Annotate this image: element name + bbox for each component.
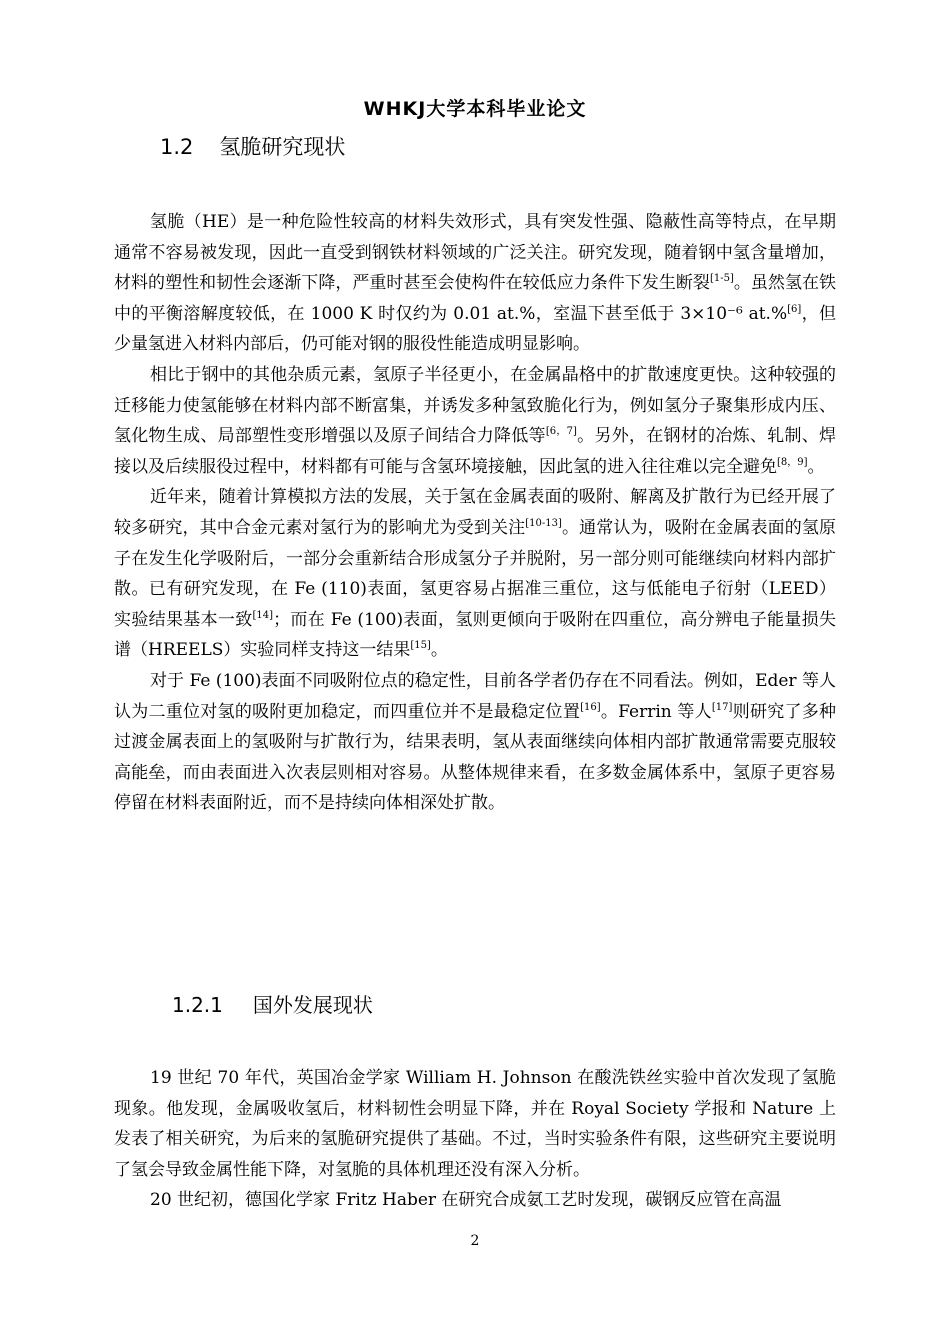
citation-ref: [17] — [711, 701, 733, 713]
running-header: WHKJ大学本科毕业论文 — [363, 98, 587, 120]
citation-ref: [16] — [580, 701, 601, 713]
paragraph — [114, 1063, 836, 1185]
paragraph — [114, 360, 836, 482]
section-heading — [160, 131, 345, 161]
citation-ref: [10-13] — [525, 517, 562, 529]
section-title: 氢脆研究现状 — [219, 135, 346, 159]
paragraph-text: 近年来，随着计算模拟方法的发展，关于氢在金属表面的吸附、解离及扩散行为已经开展了较多研究，其中合金元素对氢行为的影响尤为受到关注 — [114, 487, 836, 538]
citation-ref: [8，9] — [777, 456, 808, 468]
paragraph-text: ；而在 Fe (100)表面，氢则更倾向于吸附在四重位，高分辨电子能量损失谱（HREELS）实验同样支持这一结果 — [114, 609, 836, 661]
citation-ref: [6，7] — [545, 426, 577, 438]
citation-ref: [14] — [252, 609, 274, 621]
paragraph-text: 则研究了多种过渡金属表面上的氢吸附与扩散行为，结果表明，氢从表面继续向体相内部扩散通常需要克服较高能垒，而由表面进入次表层则相对容易。从整体规律来看，在多数金属体系中，氢原子更容易停留在材料表面附近，而不是持续向体相深处扩散。 — [114, 701, 837, 814]
subsection-title: 国外发展现状 — [252, 993, 373, 1017]
paragraph — [114, 482, 836, 666]
paragraph-text: 相比于钢中的其他杂质元素，氢原子半径更小，在金属晶格中的扩散速度更快。这种较强的迁移能力使氢能够在材料内部不断富集，并诱发多种氢致脆化行为，例如氢分子聚集形成内压、氢化物生成、局部塑性变形增强以及原子间结合力降低等 — [114, 364, 836, 447]
paragraph-text: 。另外，在钢材的冶炼、轧制、焊接以及后续服役过程中，材料都有可能与含氢环境接触，因此氢的进入往往难以完全避免 — [114, 426, 837, 477]
paragraph-text: 20 世纪初，德国化学家 Fritz Haber 在研究合成氨工艺时发现，碳钢反应管在高温 — [150, 1190, 782, 1211]
paragraph-text: 。虽然氢在铁中的平衡溶解度较低，在 1000 K 时仅约为 0.01 at.%，室温下甚至低于 3×10⁻⁶ at.% — [114, 273, 837, 324]
paragraph — [114, 207, 836, 360]
page-number: 2 — [470, 1233, 480, 1249]
paragraph-text: 。通常认为，吸附在金属表面的氢原子在发生化学吸附后，一部分会重新结合形成氢分子并脱附，另一部分则可能继续向材料内部扩散。已有研究发现，在 Fe (110)表面，氢更容易占据准三重位，这与低能电子衍射（LEED）实验结果基本一致 — [114, 517, 837, 630]
citation-ref: [15] — [410, 640, 431, 652]
paragraph-text: 对于 Fe (100)表面不同吸附位点的稳定性，目前各学者仍存在不同看法。例如，Eder 等人认为二重位对氢的吸附更加稳定，而四重位并不是最稳定位置 — [114, 670, 836, 722]
section-body — [114, 207, 836, 819]
citation-ref: [1-5] — [709, 273, 734, 285]
subsection-number: 1.2.1 — [172, 993, 223, 1017]
paragraph-text: 。Ferrin 等人 — [600, 701, 712, 722]
paragraph-text: 。 — [430, 640, 448, 661]
subsection-body — [114, 1063, 836, 1216]
paragraph — [114, 666, 836, 819]
citation-ref: [6] — [787, 303, 802, 315]
section-number: 1.2 — [160, 135, 194, 159]
subsection-heading — [172, 989, 373, 1018]
paragraph-text: 19 世纪 70 年代，英国冶金学家 William H. Johnson 在酸洗铁丝实验中首次发现了氢脆现象。他发现，金属吸收氢后，材料韧性会明显下降，并在 Royal Society 学报和 Nature 上发表了相关研究，为后来的氢脆研究提供了基础。不过，当时实验条件有限，这些研究主要说明了氢会导致金属性能下降，对氢脆的具体机理还没有深入分析。 — [114, 1068, 836, 1180]
paragraph-text: 氢脆（HE）是一种危险性较高的材料失效形式，具有突发性强、隐蔽性高等特点，在早期通常不容易被发现，因此一直受到钢铁材料领域的广泛关注。研究发现，随着钢中氢含量增加，材料的塑性和韧性会逐渐下降，严重时甚至会使构件在较低应力条件下发生断裂 — [114, 212, 836, 294]
paragraph — [114, 1185, 836, 1216]
paragraph-text: 。 — [807, 456, 825, 477]
paragraph-text: ，但少量氢进入材料内部后，仍可能对钢的服役性能造成明显影响。 — [114, 303, 837, 355]
